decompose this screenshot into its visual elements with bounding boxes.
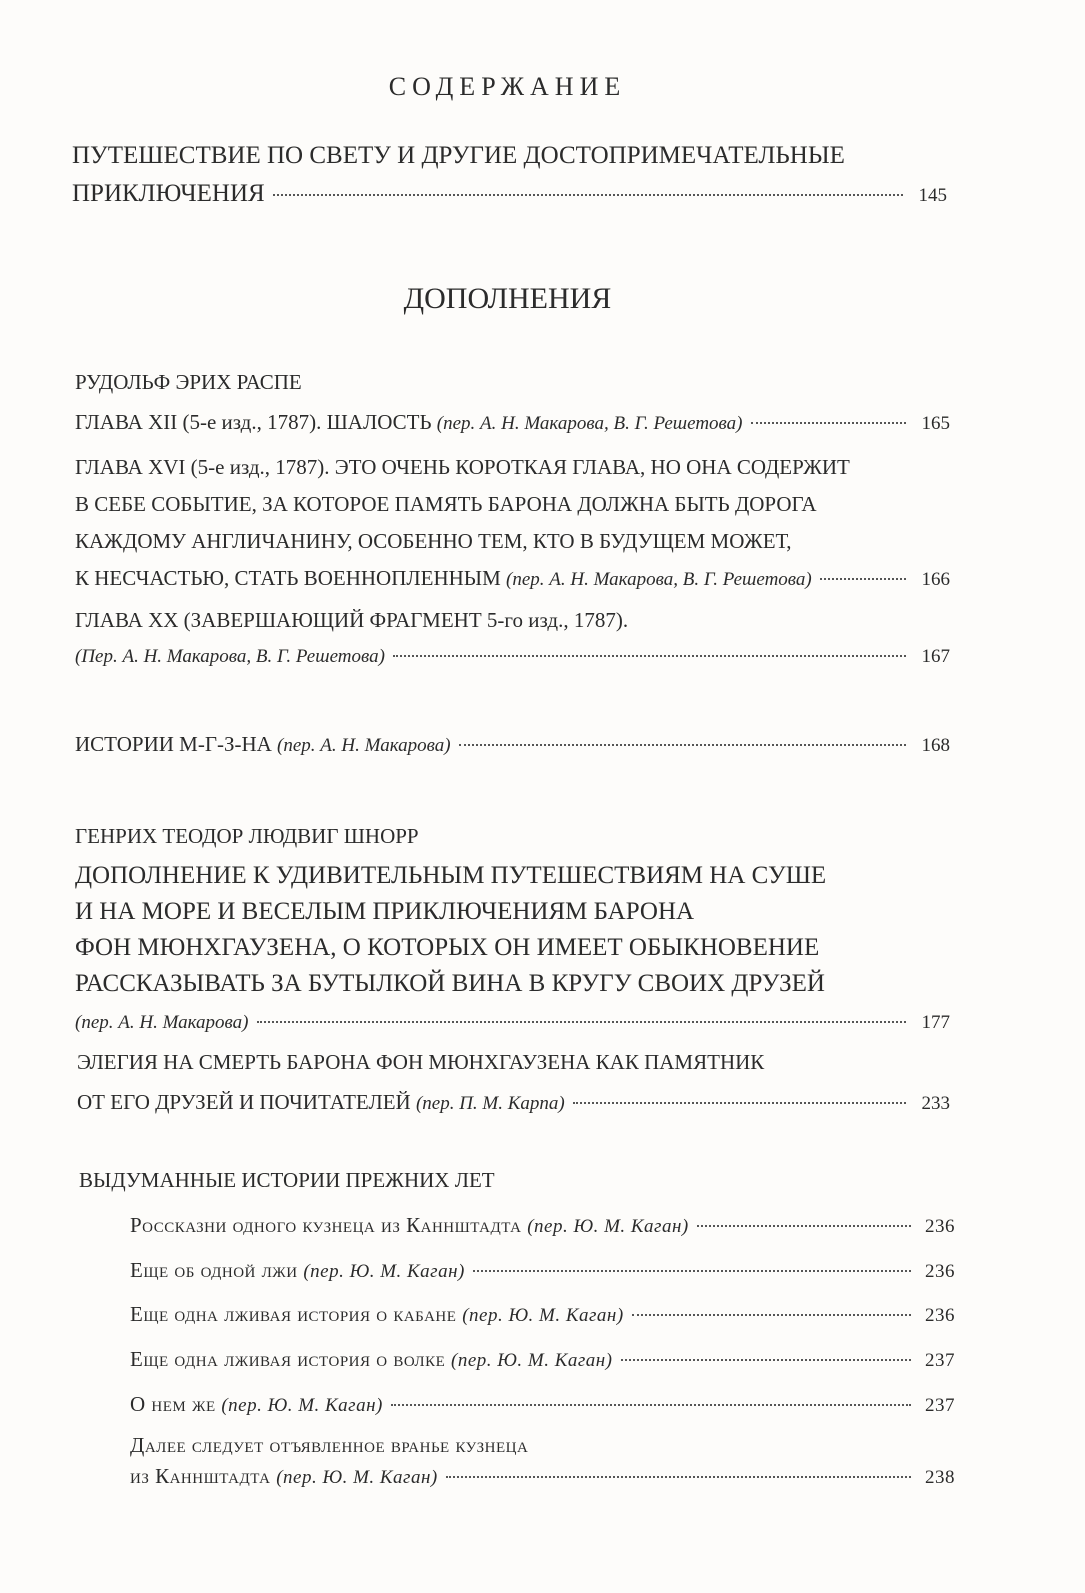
page-number: 233 (921, 1093, 950, 1114)
toc-entry-travel-line1: ПУТЕШЕСТВИЕ ПО СВЕТУ И ДРУГИЕ ДОСТОПРИМЕЧАТЕЛЬНЫЕ (72, 142, 845, 169)
page-number: 165 (921, 413, 950, 434)
toc-entry-title: ГЛАВА XII (5-е изд., 1787). ШАЛОСТЬ (75, 410, 432, 434)
dot-leader (459, 744, 906, 746)
translator: (пер. Ю. М. Каган) (462, 1305, 624, 1326)
page-number: 236 (925, 1216, 955, 1237)
toc-entry-title: Еще об одной лжи (130, 1258, 298, 1282)
dot-leader (621, 1359, 911, 1361)
page-title: СОДЕРЖАНИЕ (388, 72, 627, 101)
dot-leader (446, 1476, 911, 1478)
translator: (пер. Ю. М. Каган) (303, 1261, 465, 1282)
toc-entry-elegy-line1: ЭЛЕГИЯ НА СМЕРТЬ БАРОНА ФОН МЮНХГАУЗЕНА КАК ПАМЯТНИК (77, 1050, 765, 1074)
dot-leader (391, 1404, 911, 1406)
toc-entry-title: из Каннштадта (130, 1464, 271, 1488)
dot-leader (751, 422, 907, 424)
translator: (Пер. А. Н. Макарова, В. Г. Решетова) (75, 646, 385, 667)
toc-entry-travel[interactable] (72, 180, 947, 208)
translator: (пер. Ю. М. Каган) (221, 1395, 383, 1416)
toc-entry-supp-line1: ДОПОЛНЕНИЕ К УДИВИТЕЛЬНЫМ ПУТЕШЕСТВИЯМ НА СУШЕ (75, 862, 827, 889)
author-raspe: РУДОЛЬФ ЭРИХ РАСПЕ (75, 370, 302, 394)
toc-entry-fictional-2[interactable] (130, 1302, 955, 1327)
dot-leader (273, 194, 903, 196)
dot-leader (697, 1225, 911, 1227)
toc-entry-supp-line2: И НА МОРЕ И ВЕСЕЛЫМ ПРИКЛЮЧЕНИЯМ БАРОНА (75, 898, 695, 925)
toc-entry-supplement[interactable] (75, 1012, 950, 1034)
dot-leader (632, 1314, 911, 1316)
toc-entry-title: ОТ ЕГО ДРУЗЕЙ И ПОЧИТАТЕЛЕЙ (77, 1090, 411, 1114)
toc-entry-supp-line4: РАССКАЗЫВАТЬ ЗА БУТЫЛКОЙ ВИНА В КРУГУ СВОИХ ДРУЗЕЙ (75, 970, 825, 997)
toc-entry-ch16-line3: КАЖДОМУ АНГЛИЧАНИНУ, ОСОБЕННО ТЕМ, КТО В БУДУЩЕМ МОЖЕТ, (75, 529, 792, 553)
toc-entry-mgzn[interactable] (75, 732, 950, 757)
toc-entry-last-line1: Далее следует отъявленное вранье кузнеца (130, 1433, 529, 1457)
page-number: 238 (925, 1467, 955, 1488)
page-number: 236 (925, 1261, 955, 1282)
page-number: 145 (918, 185, 947, 206)
page-number: 236 (925, 1305, 955, 1326)
page-number: 168 (921, 735, 950, 756)
translator: (пер. Ю. М. Каган) (276, 1467, 438, 1488)
toc-entry-ch20-line1: ГЛАВА XX (ЗАВЕРШАЮЩИЙ ФРАГМЕНТ 5-го изд., 1787). (75, 608, 629, 632)
page-number: 167 (921, 646, 950, 667)
toc-entry-fictional-0[interactable] (130, 1213, 955, 1238)
translator: (пер. А. Н. Макарова) (277, 735, 451, 756)
page-number: 237 (925, 1395, 955, 1416)
translator: (пер. П. М. Карпа) (415, 1093, 565, 1114)
dot-leader (573, 1102, 906, 1104)
section-fictional: ВЫДУМАННЫЕ ИСТОРИИ ПРЕЖНИХ ЛЕТ (79, 1168, 495, 1192)
author-schnorr: ГЕНРИХ ТЕОДОР ЛЮДВИГ ШНОРР (75, 824, 419, 848)
toc-entry-fictional-last[interactable] (130, 1464, 955, 1489)
toc-entry-fictional-3[interactable] (130, 1347, 955, 1372)
toc-entry-title: ПРИКЛЮЧЕНИЯ (72, 180, 265, 207)
translator: (пер. А. Н. Макарова, В. Г. Решетова) (506, 569, 812, 590)
toc-entry-ch16-line1: ГЛАВА XVI (5-е изд., 1787). ЭТО ОЧЕНЬ КОРОТКАЯ ГЛАВА, НО ОНА СОДЕРЖИТ (75, 455, 850, 479)
dot-leader (473, 1270, 911, 1272)
page-number: 237 (925, 1350, 955, 1371)
toc-entry-ch12[interactable] (75, 410, 950, 435)
toc-entry-fictional-1[interactable] (130, 1258, 955, 1283)
page-number: 177 (921, 1012, 950, 1033)
toc-entry-ch16-line2: В СЕБЕ СОБЫТИЕ, ЗА КОТОРОЕ ПАМЯТЬ БАРОНА ДОЛЖНА БЫТЬ ДОРОГА (75, 492, 817, 516)
translator: (пер. Ю. М. Каган) (527, 1216, 689, 1237)
toc-entry-title: Еще одна лживая история о волке (130, 1347, 446, 1371)
dot-leader (393, 655, 906, 657)
translator: (пер. Ю. М. Каган) (451, 1350, 613, 1371)
translator: (пер. А. Н. Макарова) (75, 1012, 249, 1033)
section-title-supplements: ДОПОЛНЕНИЯ (403, 282, 612, 315)
toc-entry-title: Россказни одного кузнеца из Каннштадта (130, 1213, 522, 1237)
toc-entry-elegy[interactable] (77, 1090, 950, 1115)
dot-leader (257, 1021, 906, 1023)
dot-leader (820, 578, 906, 580)
translator: (пер. А. Н. Макарова, В. Г. Решетова) (436, 413, 743, 434)
toc-entry-title: Еще одна лживая история о кабане (130, 1302, 457, 1326)
toc-entry-supp-line3: ФОН МЮНХГАУЗЕНА, О КОТОРЫХ ОН ИМЕЕТ ОБЫКНОВЕНИЕ (75, 934, 820, 961)
toc-entry-title: ИСТОРИИ М-Г-З-НА (75, 732, 272, 756)
toc-entry-title: К НЕСЧАСТЬЮ, СТАТЬ ВОЕННОПЛЕННЫМ (75, 566, 501, 590)
toc-entry-ch16[interactable] (75, 566, 950, 591)
toc-entry-title: О нем же (130, 1392, 216, 1416)
toc-entry-ch20[interactable] (75, 646, 950, 668)
page-number: 166 (921, 569, 950, 590)
toc-entry-fictional-4[interactable] (130, 1392, 955, 1417)
